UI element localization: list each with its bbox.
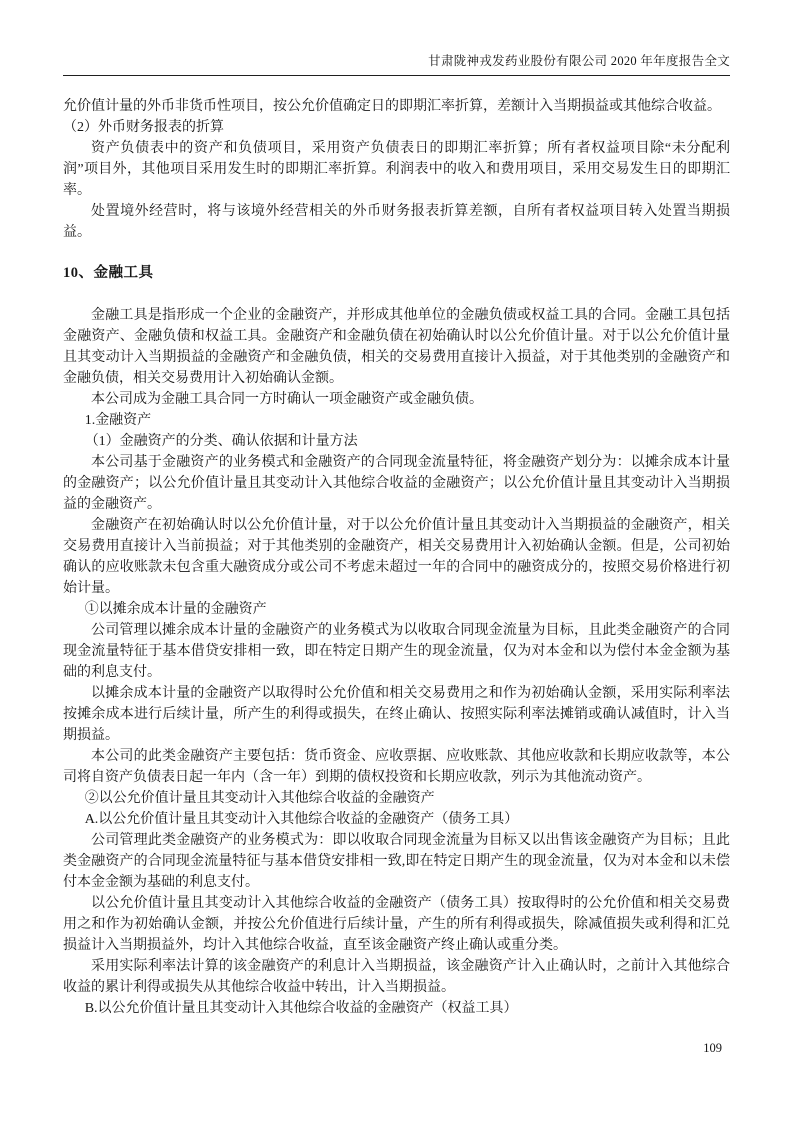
paragraph: 采用实际利率法计算的该金融资产的利息计入当期损益，该金融资产计入止确认时，之前计入其他综合收益的累计利得或损失从其他综合收益中转出，计入当期损益。 [63, 959, 730, 995]
paragraph: 本公司成为金融工具合同一方时确认一项金融资产或金融负债。 [91, 392, 483, 407]
list-item-financial-assets: 1.金融资产 [84, 413, 152, 428]
paragraph: 本公司的此类金融资产主要包括：货币资金、应收票据、应收账款、其他应收款和长期应收款等，本公司将自资产负债表日起一年内（含一年）到期的债权投资和长期应收款，列示为其他流动资产。 [63, 749, 730, 785]
paragraph: （2）外币财务报表的折算 [63, 120, 224, 135]
paragraph: 以摊余成本计量的金融资产以取得时公允价值和相关交易费用之和作为初始确认金额，采用实际利率法按摊余成本进行后续计量，所产生的利得或损失，在终止确认、按照实际利率法摊销或确认减值时，计入当期损益。 [63, 686, 730, 743]
list-item-classification: （1）金融资产的分类、确认依据和计量方法 [84, 434, 358, 449]
page-header [63, 53, 730, 76]
paragraph: 资产负债表中的资产和负债项目，采用资产负债表日的即期汇率折算；所有者权益项目除“未分配利润”项目外，其他项目采用发生时的即期汇率折算。利润表中的收入和费用项目，采用交易发生日的即期汇率。 [63, 141, 730, 198]
list-item-amortized-cost: ①以摊余成本计量的金融资产 [84, 602, 267, 617]
paragraph: 金融工具是指形成一个企业的金融资产，并形成其他单位的金融负债或权益工具的合同。金融工具包括金融资产、金融负债和权益工具。金融资产和金融负债在初始确认时以公允价值计量。对于以公允价值计量且其变动计入当期损益的金融资产和金融负债，相关的交易费用直接计入损益，对于其他类别的金融资产和金融负债，相关交易费用计入初始确认金额。 [63, 308, 730, 386]
list-item-fvoci: ②以公允价值计量且其变动计入其他综合收益的金融资产 [84, 791, 435, 806]
paragraph: 允价值计量的外币非货币性项目，按公允价值确定日的即期汇率折算，差额计入当期损益或其他综合收益。 [63, 99, 721, 114]
header-title: 甘肃陇神戎发药业股份有限公司 2020 年年度报告全文 [428, 54, 730, 68]
document-body [63, 96, 730, 1019]
paragraph: 本公司基于金融资产的业务模式和金融资产的合同现金流量特征，将金融资产划分为：以摊余成本计量的金融资产；以公允价值计量且其变动计入其他综合收益的金融资产；以公允价值计量且其变动计入当期损益的金融资产。 [63, 455, 730, 512]
paragraph: 处置境外经营时，将与该境外经营相关的外币财务报表折算差额，自所有者权益项目转入处置当期损益。 [63, 204, 730, 240]
section-heading-financial-instruments: 10、金融工具 [63, 265, 154, 281]
list-item-fvoci-equity: B.以公允价值计量且其变动计入其他综合收益的金融资产（权益工具） [84, 1001, 518, 1016]
paragraph: 以公允价值计量且其变动计入其他综合收益的金融资产（债务工具）按取得时的公允价值和相关交易费用之和作为初始确认金额，并按公允价值进行后续计量，产生的所有利得或损失，除减值损失或利得和汇兑损益计入当期损益外，均计入其他综合收益，直至该金融资产终止确认或重分类。 [63, 896, 730, 953]
paragraph: 公司管理此类金融资产的业务模式为：即以收取合同现金流量为目标又以出售该金融资产为目标；且此类金融资产的合同现金流量特征与基本借贷安排相一致,即在特定日期产生的现金流量，仅为对本金和以未偿付本金金额为基础的利息支付。 [63, 833, 730, 890]
paragraph: 公司管理以摊余成本计量的金融资产的业务模式为以收取合同现金流量为目标，且此类金融资产的合同现金流量特征于基本借贷安排相一致，即在特定日期产生的现金流量，仅为对本金和以为偿付本金金额为基础的利息支付。 [63, 623, 730, 680]
page-number: 109 [703, 1041, 722, 1055]
list-item-fvoci-debt: A.以公允价值计量且其变动计入其他综合收益的金融资产（债务工具） [84, 812, 519, 827]
paragraph: 金融资产在初始确认时以公允价值计量，对于以公允价值计量且其变动计入当期损益的金融资产，相关交易费用直接计入当前损益；对于其他类别的金融资产，相关交易费用计入初始确认金额。但是，公司初始确认的应收账款未包含重大融资成分或公司不考虑未超过一年的合同中的融资成分的，按照交易价格进行初始计量。 [63, 518, 730, 596]
